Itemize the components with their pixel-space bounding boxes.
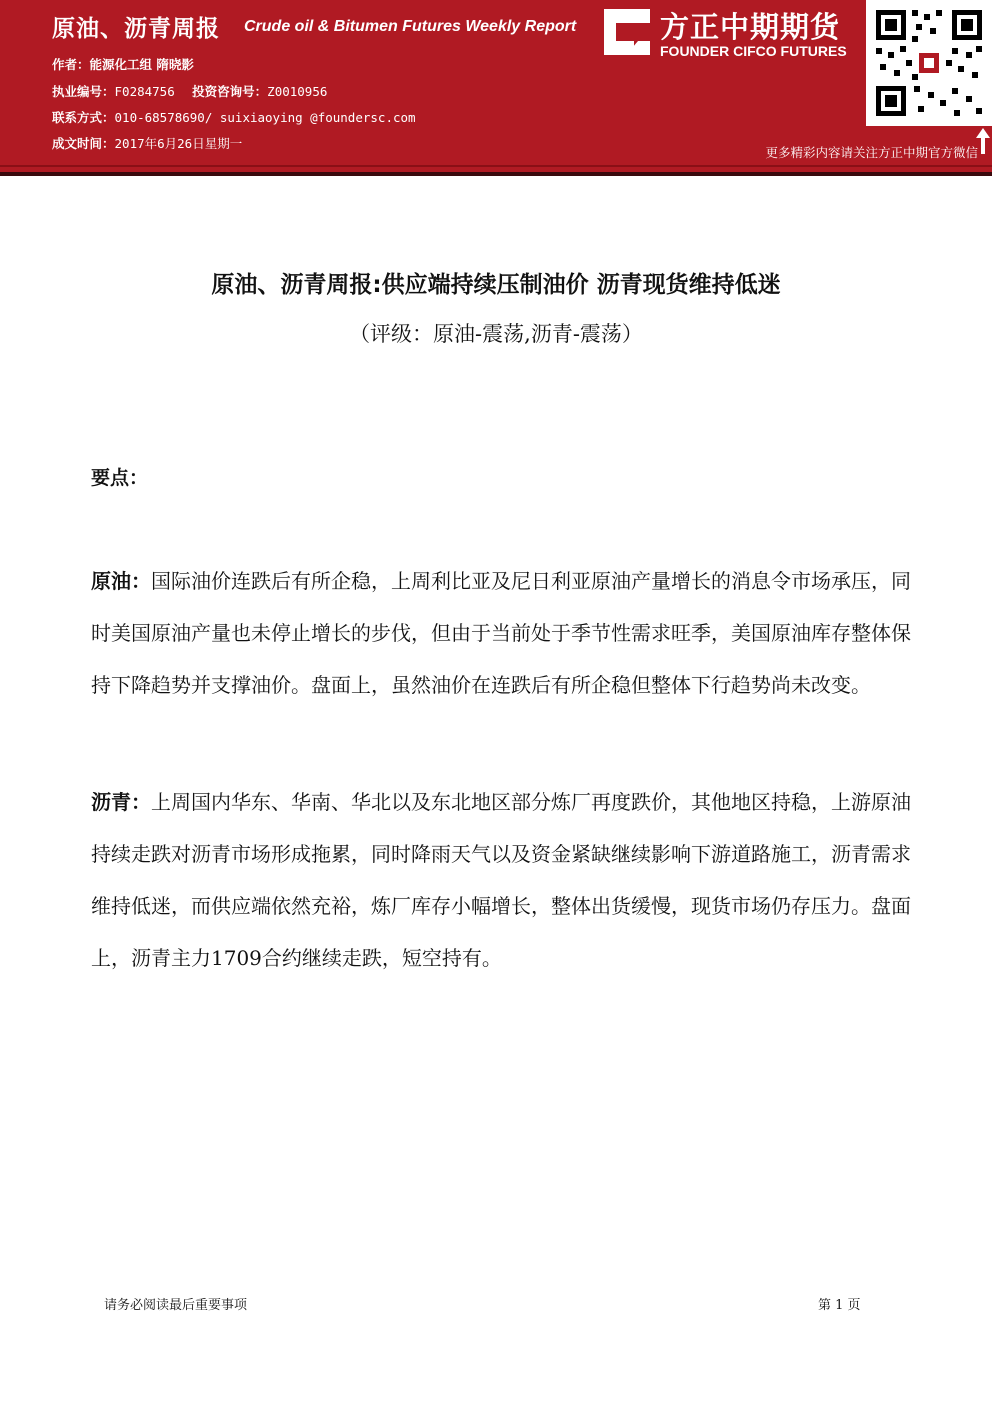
author-label: 作者： bbox=[52, 57, 90, 72]
document-rating: （评级：原油-震荡,沥青-震荡） bbox=[349, 322, 643, 346]
crude-text: 国际油价连跌后有所企稳，上周利比亚及尼日利亚原油产量增长的消息令市场承压，同时美国原油产量也未停止增长的步伐，但由于当前处于季节性需求旺季，美国原油库存整体保持下降趋势并支撑油价。盘面上，虽然油价在连跌后有所企稳但整体下行趋势尚未改变。 bbox=[91, 569, 911, 697]
keypoints-heading: 要点： bbox=[91, 467, 149, 489]
report-title-cn: 原油、沥青周报 bbox=[52, 16, 220, 42]
date-label: 成文时间： bbox=[52, 136, 115, 151]
contact-label: 联系方式： bbox=[52, 110, 115, 125]
author-line bbox=[52, 55, 194, 73]
crude-label: 原油： bbox=[91, 569, 151, 593]
consult-value: Z0010956 bbox=[267, 84, 328, 99]
founder-logo-icon bbox=[604, 9, 650, 55]
crude-paragraph bbox=[91, 555, 911, 711]
banner-bottom-rule bbox=[0, 172, 992, 176]
logo-text-cn: 方正中期期货 bbox=[660, 10, 841, 44]
date-line bbox=[52, 134, 242, 152]
qr-code-icon bbox=[866, 0, 992, 126]
consult-label: 投资咨询号： bbox=[192, 84, 268, 99]
license-value: F0284756 bbox=[114, 84, 175, 99]
follow-wechat-text: 更多精彩内容请关注方正中期官方微信 bbox=[765, 145, 978, 160]
logo-text-en: FOUNDER CIFCO FUTURES bbox=[660, 43, 847, 59]
contact-value: 010-68578690/ suixiaoying @foundersc.com bbox=[114, 110, 416, 125]
report-title-en: Crude oil & Bitumen Futures Weekly Report bbox=[244, 18, 577, 35]
license-label: 执业编号： bbox=[52, 84, 115, 99]
footer-notice: 请务必阅读最后重要事项 bbox=[104, 1298, 248, 1313]
bitumen-label: 沥青： bbox=[91, 790, 151, 814]
author-value: 能源化工组 隋晓影 bbox=[89, 57, 194, 72]
license-line bbox=[52, 82, 327, 100]
bitumen-text: 上周国内华东、华南、华北以及东北地区部分炼厂再度跌价，其他地区持稳，上游原油持续走跌对沥青市场形成拖累，同时降雨天气以及资金紧缺继续影响下游道路施工，沥青需求维持低迷，而供应端依然充裕，炼厂库存小幅增长，整体出货缓慢，现货市场仍存压力。盘面上，沥青主力1709合约继续走跌，短空持有。 bbox=[91, 790, 911, 970]
document-title: 原油、沥青周报:供应端持续压制油价 沥青现货维持低迷 bbox=[211, 272, 781, 298]
contact-line bbox=[52, 108, 416, 126]
bitumen-paragraph bbox=[91, 776, 911, 984]
company-logo bbox=[600, 5, 860, 63]
date-value: 2017年6月26日星期一 bbox=[114, 136, 243, 151]
banner-divider bbox=[0, 165, 992, 167]
page-number: 第 1 页 bbox=[818, 1298, 861, 1313]
